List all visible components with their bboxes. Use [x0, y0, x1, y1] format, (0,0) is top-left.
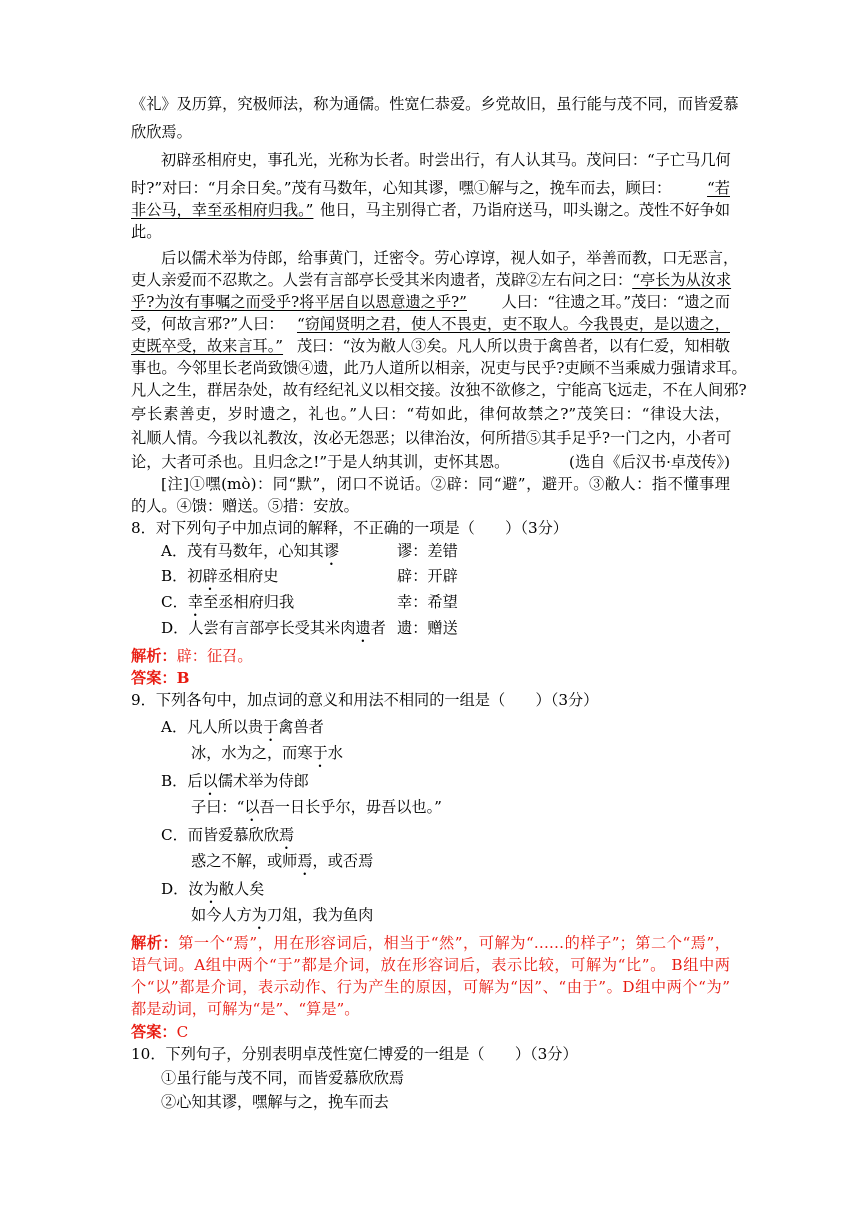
- option-b: [161, 771, 309, 799]
- analysis-line: 都是动词，可解为“是”、“算是”。: [131, 1000, 360, 1018]
- option-c-compare: [191, 851, 373, 879]
- dotted-word: 为: [251, 906, 267, 924]
- passage-line: 凡人之生，群居杂处，故有经纪礼义以相交接。汝独不欲修之，宁能高飞远走，不在人间邪?: [131, 381, 747, 399]
- option-d: [161, 618, 386, 646]
- passage-line: 亭长素善吏，岁时遗之，礼也。”人曰：“苟如此，律何故禁之?”茂笑曰：“律设大法，: [131, 405, 730, 423]
- analysis-line: 语气词。A组中两个“于”都是介词，放在形容词后，表示比较，可解为“比”。 B组中两: [131, 956, 730, 974]
- passage-text: 吏人亲爱而不忍欺之。人尝有言部亭长受其米肉遗者，茂辟②左右问之曰：: [131, 271, 633, 289]
- passage-text: 论，大者可杀也。且归念之!”于是人纳其训，吏怀其恩。: [131, 453, 510, 471]
- option-a-compare: [191, 743, 343, 771]
- option-text: D．汝: [161, 880, 204, 898]
- passage-line: [131, 314, 730, 334]
- option-text: 敝人矣: [218, 880, 265, 898]
- dotted-word: 焉: [297, 852, 313, 870]
- option-gloss: 幸：希望: [397, 593, 458, 611]
- underlined-sentence: 乎?为汝有事嘱之而受乎?将平居自以恩意遗之乎?”: [131, 293, 467, 311]
- option-text: A．凡人所以贵: [161, 718, 264, 736]
- answer: [131, 668, 189, 688]
- answer-label: 答案：: [131, 1023, 177, 1041]
- option-text: B．初: [161, 567, 203, 585]
- passage-text: 他日，马主别得亡者，乃诣府送马，叩头谢之。茂性不好争如: [319, 201, 730, 219]
- option-c: [161, 825, 294, 853]
- option-text: 冰，水为之，而寒: [191, 744, 313, 762]
- dotted-word: 为: [203, 880, 219, 898]
- question-stem: 10．下列句子，分别表明卓茂性宽仁博爱的一组是（ ）（3分）: [131, 1045, 578, 1063]
- dotted-word: 于: [312, 744, 328, 762]
- analysis-line: 个“以”都是介词，表示动作、行为产生的原因，可解为“因”、“由于”。D组中两个“为”: [131, 978, 730, 996]
- dotted-word: 焉: [278, 826, 295, 844]
- answer-label: 答案：: [131, 669, 177, 687]
- passage-line: [131, 292, 730, 312]
- option-text: ，或否焉: [312, 852, 374, 870]
- passage-line: [131, 336, 730, 356]
- option-gloss: 遗：赠送: [397, 619, 458, 637]
- passage-line: 《礼》及历算，究极师法，称为通儒。性宽仁恭爱。乡党故旧，虽行能与茂不同，而皆爱慕: [131, 95, 739, 113]
- option-a: [161, 717, 324, 745]
- answer-value: B: [176, 669, 190, 687]
- list-item: ②心知其谬，嘿解与之，挽车而去: [161, 1093, 389, 1111]
- passage-text: 时?”对曰：“月余日矣。”茂有马数年，心知其谬，嘿①解与之，挽车而去，顾曰：: [131, 179, 672, 197]
- option-text: 子曰：“: [191, 798, 245, 816]
- analysis-label: 解析：: [131, 934, 179, 952]
- dotted-word: 以: [202, 772, 218, 790]
- dotted-word: 辟: [202, 567, 218, 585]
- dotted-word: 以: [244, 798, 260, 816]
- option-text: 惑之不解，或师: [191, 852, 298, 870]
- option-text: 如今人方: [191, 906, 252, 924]
- option-text: 丞相府史: [217, 567, 279, 585]
- passage-line: [131, 178, 730, 198]
- analysis-text: 辟：征召。: [176, 647, 253, 665]
- underlined-sentence: 非公马，幸至丞相府归我。”: [131, 201, 314, 219]
- passage-text: 茂曰：“汝为敝人③矣。凡人所以贵于禽兽者，以有仁爱，知相敬: [296, 337, 730, 355]
- option-gloss: 辟：开辟: [397, 567, 458, 585]
- dotted-word: 谬: [323, 542, 340, 560]
- option-text: C．: [161, 593, 188, 611]
- passage-line: 后以儒术举为侍郎，给事黄门，迁密令。劳心谆谆，视人如子，举善而教，口无恶言，: [161, 249, 739, 267]
- answer-value: C: [176, 1023, 189, 1041]
- option-text: C．而皆爱慕欣欣: [161, 826, 279, 844]
- underlined-sentence: “若: [707, 179, 730, 197]
- passage-line: 初辟丞相府史，事孔光，光称为长者。时尝出行，有人认其马。茂问曰：“子亡马几何: [161, 151, 731, 169]
- source-citation: (选自《后汉书·卓茂传》): [569, 453, 730, 471]
- underlined-sentence: 吏既卒受，故来言耳。”: [131, 337, 284, 355]
- passage-line: 此。: [131, 223, 162, 241]
- dotted-word: 遗: [355, 619, 371, 637]
- option-text: A．茂有马数年，心知其: [161, 542, 324, 560]
- analysis: [131, 646, 253, 666]
- option-text: 禽兽者: [278, 718, 324, 736]
- passage-text: 受，何故言邪?”人曰：: [131, 315, 284, 333]
- analysis-text: 第一个“焉”，用在形容词后，相当于“然”，可解为“……的样子”；第二个“焉”，: [178, 934, 730, 952]
- passage-line: [131, 270, 730, 290]
- analysis-label: 解析：: [131, 647, 177, 665]
- passage-line: 礼顺人情。今我以礼教汝，汝必无怨恶；以律治汝，何所措⑤其手足乎?一门之内，小者可: [131, 429, 732, 447]
- dotted-word: 于: [263, 718, 279, 736]
- option-text: 者: [370, 619, 386, 637]
- option-text: 至丞相府归我: [203, 593, 295, 611]
- list-item: ①虽行能与茂不同，而皆爱慕欣欣焉: [161, 1069, 404, 1087]
- passage-line: 事也。今邻里长老尚致馈④遗，此乃人道所以相亲，况吏与民乎?吏顾不当乘威力强请求耳。: [131, 359, 747, 377]
- option-d: [161, 879, 264, 907]
- option-b: [161, 566, 278, 594]
- option-c: [161, 592, 294, 620]
- analysis: [131, 933, 730, 953]
- answer: [131, 1022, 188, 1042]
- question-stem: 9．下列各句中，加点词的意义和用法不相同的一组是（ ）（3分）: [131, 691, 599, 709]
- option-text: 儒术举为侍郎: [217, 772, 309, 790]
- option-text: 水: [327, 744, 343, 762]
- passage-line: [131, 452, 730, 472]
- dotted-word: 幸: [187, 593, 203, 611]
- option-b-compare: [191, 797, 442, 825]
- question-stem: 8．对下列句子中加点词的解释，不正确的一项是（ ）（3分）: [131, 519, 568, 537]
- passage-line: 欣欣焉。: [131, 123, 192, 141]
- passage-text: 人曰：“往遗之耳。”茂曰：“遗之而: [501, 293, 730, 311]
- notes-line: 的人。④馈：赠送。⑤措：安放。: [131, 497, 359, 515]
- option-text: B．后: [161, 772, 203, 790]
- option-text: 刀俎，我为鱼肉: [266, 906, 374, 924]
- option-gloss: 谬：差错: [397, 542, 458, 560]
- option-text: 吾一日长乎尔，毋吾以也。”: [259, 798, 442, 816]
- option-text: D．人尝有言部亭长受其米肉: [161, 619, 356, 637]
- underlined-sentence: “窃闻贤明之君，使人不畏吏，吏不取人。今我畏吏，是以遗之，: [296, 315, 730, 333]
- notes-line: [注]①嘿(mò)：同“默”，闭口不说话。②辟：同“避”，避开。③敝人：指不懂事理: [161, 475, 730, 493]
- underlined-sentence: “亭长为从汝求: [632, 271, 732, 289]
- option-d-compare: [191, 905, 373, 933]
- passage-line: [131, 200, 730, 220]
- option-a: [161, 541, 339, 569]
